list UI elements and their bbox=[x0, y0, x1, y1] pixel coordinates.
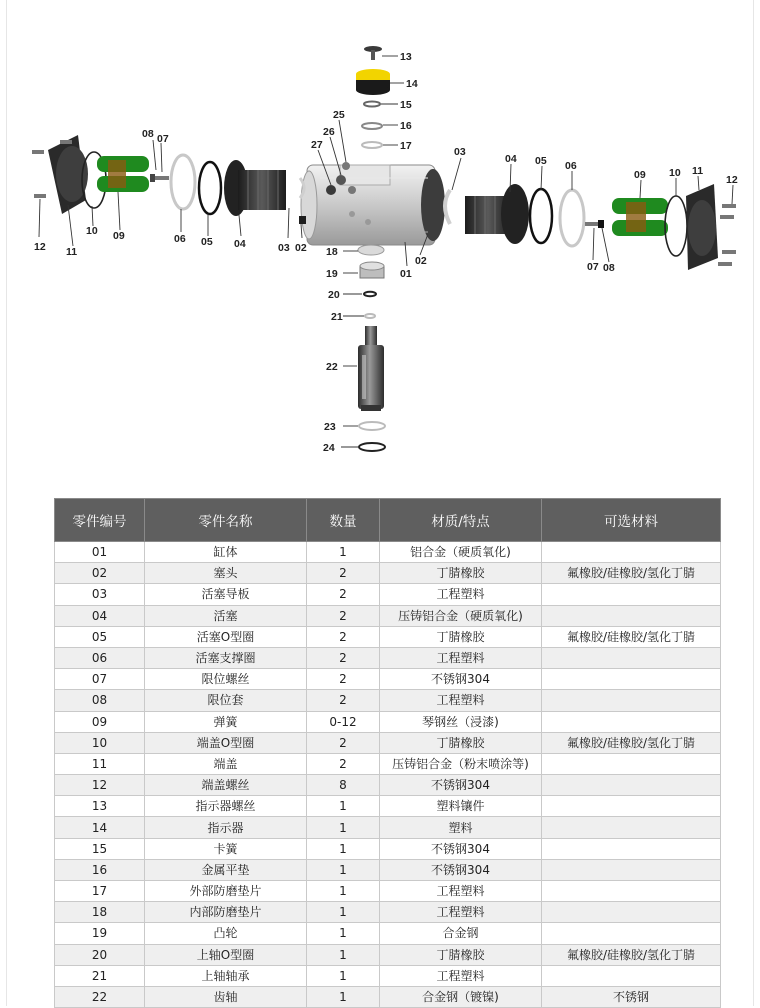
cell-quantity: 2 bbox=[307, 605, 380, 626]
cell-part-no: 18 bbox=[55, 902, 145, 923]
end-cap-screws-right-icon bbox=[718, 204, 736, 266]
callout-12-right: 12 bbox=[726, 174, 738, 186]
callout-07-right: 07 bbox=[587, 261, 599, 273]
cell-material: 丁腈橡胶 bbox=[380, 732, 542, 753]
cell-quantity: 2 bbox=[307, 563, 380, 584]
table-row bbox=[55, 669, 721, 690]
piston-left-icon bbox=[224, 160, 286, 216]
cell-optional-material bbox=[542, 711, 721, 732]
table-row bbox=[55, 902, 721, 923]
cell-material: 工程塑料 bbox=[380, 902, 542, 923]
piston-support-ring-right-icon bbox=[560, 190, 584, 246]
cell-material: 不锈钢304 bbox=[380, 838, 542, 859]
table-row bbox=[55, 690, 721, 711]
callout-13: 13 bbox=[400, 51, 412, 63]
table-row bbox=[55, 647, 721, 668]
cell-part-no: 09 bbox=[55, 711, 145, 732]
cell-part-name: 缸体 bbox=[145, 542, 307, 563]
table-row bbox=[55, 881, 721, 902]
cell-optional-material: 氟橡胶/硅橡胶/氢化丁腈 bbox=[542, 563, 721, 584]
cell-optional-material bbox=[542, 838, 721, 859]
cell-part-no: 03 bbox=[55, 584, 145, 605]
cell-part-name: 外部防磨垫片 bbox=[145, 881, 307, 902]
cell-optional-material bbox=[542, 669, 721, 690]
part-24-oring-icon bbox=[359, 443, 385, 451]
callout-27: 27 bbox=[311, 139, 323, 151]
cell-part-no: 17 bbox=[55, 881, 145, 902]
table-row bbox=[55, 732, 721, 753]
cell-material: 不锈钢304 bbox=[380, 669, 542, 690]
table-row bbox=[55, 838, 721, 859]
cell-quantity: 2 bbox=[307, 669, 380, 690]
callout-24: 24 bbox=[323, 442, 335, 454]
indicator-icon bbox=[356, 69, 390, 95]
cell-quantity: 0-12 bbox=[307, 711, 380, 732]
cell-part-no: 02 bbox=[55, 563, 145, 584]
callout-05-left: 05 bbox=[201, 236, 213, 248]
cell-part-name: 活塞O型圈 bbox=[145, 626, 307, 647]
cell-part-name: 上轴O型圈 bbox=[145, 944, 307, 965]
cell-part-name: 弹簧 bbox=[145, 711, 307, 732]
cell-quantity: 1 bbox=[307, 817, 380, 838]
cell-material: 工程塑料 bbox=[380, 647, 542, 668]
cell-part-no: 13 bbox=[55, 796, 145, 817]
callout-06-right: 06 bbox=[565, 160, 577, 172]
callout-25: 25 bbox=[333, 109, 345, 121]
cell-part-name: 上轴轴承 bbox=[145, 965, 307, 986]
callout-03-left: 03 bbox=[278, 242, 290, 254]
cell-optional-material bbox=[542, 690, 721, 711]
cell-part-name: 活塞支撑圈 bbox=[145, 647, 307, 668]
cell-material: 合金钢 bbox=[380, 923, 542, 944]
cell-material: 塑料镶件 bbox=[380, 796, 542, 817]
cell-part-no: 20 bbox=[55, 944, 145, 965]
outer-wear-pad-icon bbox=[362, 142, 382, 148]
callout-06-left: 06 bbox=[174, 233, 186, 245]
cell-part-name: 内部防磨垫片 bbox=[145, 902, 307, 923]
springs-left-icon bbox=[97, 156, 149, 192]
callout-15: 15 bbox=[400, 99, 412, 111]
cell-part-no: 06 bbox=[55, 647, 145, 668]
col-header-material: 材质/特点 bbox=[380, 499, 542, 542]
cell-part-no: 08 bbox=[55, 690, 145, 711]
exploded-view-diagram bbox=[0, 0, 760, 470]
table-row bbox=[55, 796, 721, 817]
table-row bbox=[55, 542, 721, 563]
callout-11-right: 11 bbox=[692, 165, 704, 177]
cell-part-no: 15 bbox=[55, 838, 145, 859]
piston-oring-right-icon bbox=[530, 189, 552, 243]
cell-material: 铝合金（硬质氧化) bbox=[380, 542, 542, 563]
cell-material: 工程塑料 bbox=[380, 881, 542, 902]
table-row bbox=[55, 965, 721, 986]
cell-quantity: 1 bbox=[307, 796, 380, 817]
cell-part-no: 12 bbox=[55, 775, 145, 796]
callout-20: 20 bbox=[328, 289, 340, 301]
callout-18: 18 bbox=[326, 246, 338, 258]
end-cap-right-icon bbox=[686, 184, 718, 270]
cell-part-name: 指示器螺丝 bbox=[145, 796, 307, 817]
parts-table bbox=[54, 498, 721, 1008]
cell-material: 压铸铝合金（硬质氧化) bbox=[380, 605, 542, 626]
col-header-optional-material: 可选材料 bbox=[542, 499, 721, 542]
table-row bbox=[55, 753, 721, 774]
circlip-icon bbox=[364, 102, 380, 107]
part-26-icon bbox=[336, 175, 346, 185]
part-27-icon bbox=[326, 185, 336, 195]
inner-wear-pad-icon bbox=[358, 245, 384, 255]
callout-02-left: 02 bbox=[295, 242, 307, 254]
callout-26: 26 bbox=[323, 126, 335, 138]
cell-part-name: 活塞 bbox=[145, 605, 307, 626]
table-row bbox=[55, 711, 721, 732]
cell-optional-material bbox=[542, 605, 721, 626]
cell-material: 不锈钢304 bbox=[380, 775, 542, 796]
cell-part-name: 限位螺丝 bbox=[145, 669, 307, 690]
cell-part-name: 金属平垫 bbox=[145, 859, 307, 880]
table-row bbox=[55, 563, 721, 584]
cell-part-no: 01 bbox=[55, 542, 145, 563]
cell-material: 丁腈橡胶 bbox=[380, 626, 542, 647]
part-23-ring-icon bbox=[359, 422, 385, 430]
table-header-row bbox=[55, 499, 721, 542]
cell-material: 不锈钢304 bbox=[380, 859, 542, 880]
callout-11-left: 11 bbox=[66, 246, 78, 258]
indicator-screw-icon bbox=[364, 46, 382, 60]
cell-part-name: 塞头 bbox=[145, 563, 307, 584]
callout-09-right: 09 bbox=[634, 169, 646, 181]
cell-quantity: 2 bbox=[307, 753, 380, 774]
piston-oring-left-icon bbox=[199, 162, 221, 214]
col-header-quantity: 数量 bbox=[307, 499, 380, 542]
cell-optional-material: 氟橡胶/硅橡胶/氢化丁腈 bbox=[542, 944, 721, 965]
cell-part-name: 凸轮 bbox=[145, 923, 307, 944]
pinion-shaft-icon bbox=[358, 326, 384, 411]
cell-part-name: 卡簧 bbox=[145, 838, 307, 859]
callout-09-left: 09 bbox=[113, 230, 125, 242]
cell-quantity: 1 bbox=[307, 986, 380, 1007]
table-row bbox=[55, 626, 721, 647]
end-cap-oring-right-icon bbox=[665, 196, 687, 256]
plug-icon bbox=[299, 216, 306, 224]
cell-part-no: 16 bbox=[55, 859, 145, 880]
callout-04-right: 04 bbox=[505, 153, 517, 165]
upper-shaft-bearing-icon bbox=[365, 314, 375, 318]
cell-optional-material bbox=[542, 965, 721, 986]
cell-quantity: 1 bbox=[307, 902, 380, 923]
cell-part-no: 07 bbox=[55, 669, 145, 690]
callout-17: 17 bbox=[400, 140, 412, 152]
cell-quantity: 1 bbox=[307, 542, 380, 563]
cell-optional-material bbox=[542, 775, 721, 796]
limit-screw-right-icon bbox=[585, 220, 604, 228]
table-row bbox=[55, 817, 721, 838]
cell-optional-material bbox=[542, 753, 721, 774]
cell-part-name: 端盖O型圈 bbox=[145, 732, 307, 753]
piston-right-icon bbox=[465, 184, 529, 244]
piston-support-ring-left-icon bbox=[171, 155, 195, 209]
callout-22: 22 bbox=[326, 361, 338, 373]
exploded-view-svg bbox=[0, 0, 760, 470]
cell-quantity: 2 bbox=[307, 647, 380, 668]
cell-part-no: 05 bbox=[55, 626, 145, 647]
callout-19: 19 bbox=[326, 268, 338, 280]
cell-part-no: 22 bbox=[55, 986, 145, 1007]
callout-08-right: 08 bbox=[603, 262, 615, 274]
cell-part-name: 活塞导板 bbox=[145, 584, 307, 605]
table-row bbox=[55, 775, 721, 796]
cell-quantity: 8 bbox=[307, 775, 380, 796]
cell-optional-material bbox=[542, 902, 721, 923]
cell-optional-material bbox=[542, 881, 721, 902]
cell-part-name: 指示器 bbox=[145, 817, 307, 838]
callout-02-right: 02 bbox=[415, 255, 427, 267]
cell-quantity: 1 bbox=[307, 944, 380, 965]
table-row bbox=[55, 986, 721, 1007]
cell-quantity: 1 bbox=[307, 838, 380, 859]
cell-quantity: 1 bbox=[307, 923, 380, 944]
col-header-part-name: 零件名称 bbox=[145, 499, 307, 542]
cell-part-no: 14 bbox=[55, 817, 145, 838]
callout-labels bbox=[34, 51, 738, 454]
cell-part-no: 19 bbox=[55, 923, 145, 944]
callout-12-left: 12 bbox=[34, 241, 46, 253]
callout-07-left: 07 bbox=[157, 133, 169, 145]
cell-quantity: 1 bbox=[307, 881, 380, 902]
cell-quantity: 1 bbox=[307, 965, 380, 986]
table-body bbox=[55, 542, 721, 1008]
callout-21: 21 bbox=[331, 311, 343, 323]
callout-10-right: 10 bbox=[669, 167, 681, 179]
cell-material: 丁腈橡胶 bbox=[380, 563, 542, 584]
cell-material: 合金钢（镀镍) bbox=[380, 986, 542, 1007]
callout-03-right: 03 bbox=[454, 146, 466, 158]
cell-quantity: 2 bbox=[307, 626, 380, 647]
col-header-part-no: 零件编号 bbox=[55, 499, 145, 542]
upper-shaft-oring-icon bbox=[364, 292, 376, 296]
callout-14: 14 bbox=[406, 78, 418, 90]
callout-01: 01 bbox=[400, 268, 412, 280]
cell-optional-material bbox=[542, 817, 721, 838]
cell-material: 工程塑料 bbox=[380, 690, 542, 711]
cell-optional-material bbox=[542, 542, 721, 563]
table-row bbox=[55, 584, 721, 605]
cell-part-no: 11 bbox=[55, 753, 145, 774]
table-row bbox=[55, 605, 721, 626]
cell-part-no: 10 bbox=[55, 732, 145, 753]
limit-screw-left-icon bbox=[150, 174, 169, 182]
cell-material: 工程塑料 bbox=[380, 965, 542, 986]
cell-part-name: 限位套 bbox=[145, 690, 307, 711]
cell-part-no: 21 bbox=[55, 965, 145, 986]
cell-quantity: 2 bbox=[307, 584, 380, 605]
callout-05-right: 05 bbox=[535, 155, 547, 167]
cell-optional-material bbox=[542, 796, 721, 817]
cell-material: 压铸铝合金（粉末喷涂等) bbox=[380, 753, 542, 774]
cell-material: 塑料 bbox=[380, 817, 542, 838]
leader-lines bbox=[39, 56, 733, 447]
metal-washer-icon bbox=[362, 123, 382, 129]
table-row bbox=[55, 859, 721, 880]
callout-08-left: 08 bbox=[142, 128, 154, 140]
cell-material: 工程塑料 bbox=[380, 584, 542, 605]
cam-icon bbox=[360, 262, 384, 278]
callout-16: 16 bbox=[400, 120, 412, 132]
cell-optional-material: 氟橡胶/硅橡胶/氢化丁腈 bbox=[542, 626, 721, 647]
part-25-icon bbox=[342, 162, 350, 170]
piston-guide-right-icon bbox=[445, 190, 450, 224]
cell-quantity: 2 bbox=[307, 732, 380, 753]
table-row bbox=[55, 944, 721, 965]
callout-23: 23 bbox=[324, 421, 336, 433]
cell-optional-material bbox=[542, 859, 721, 880]
cell-optional-material bbox=[542, 923, 721, 944]
cell-optional-material bbox=[542, 584, 721, 605]
cell-optional-material: 氟橡胶/硅橡胶/氢化丁腈 bbox=[542, 732, 721, 753]
cell-part-name: 端盖 bbox=[145, 753, 307, 774]
cylinder-body-icon bbox=[301, 165, 445, 245]
cell-part-name: 齿轴 bbox=[145, 986, 307, 1007]
cell-part-name: 端盖螺丝 bbox=[145, 775, 307, 796]
cell-optional-material bbox=[542, 647, 721, 668]
callout-04-left: 04 bbox=[234, 238, 246, 250]
cell-part-no: 04 bbox=[55, 605, 145, 626]
springs-right-icon bbox=[612, 198, 668, 236]
cell-optional-material: 不锈钢 bbox=[542, 986, 721, 1007]
table-row bbox=[55, 923, 721, 944]
cell-material: 丁腈橡胶 bbox=[380, 944, 542, 965]
callout-10-left: 10 bbox=[86, 225, 98, 237]
cell-quantity: 2 bbox=[307, 690, 380, 711]
cell-material: 琴钢丝（浸漆) bbox=[380, 711, 542, 732]
cell-quantity: 1 bbox=[307, 859, 380, 880]
